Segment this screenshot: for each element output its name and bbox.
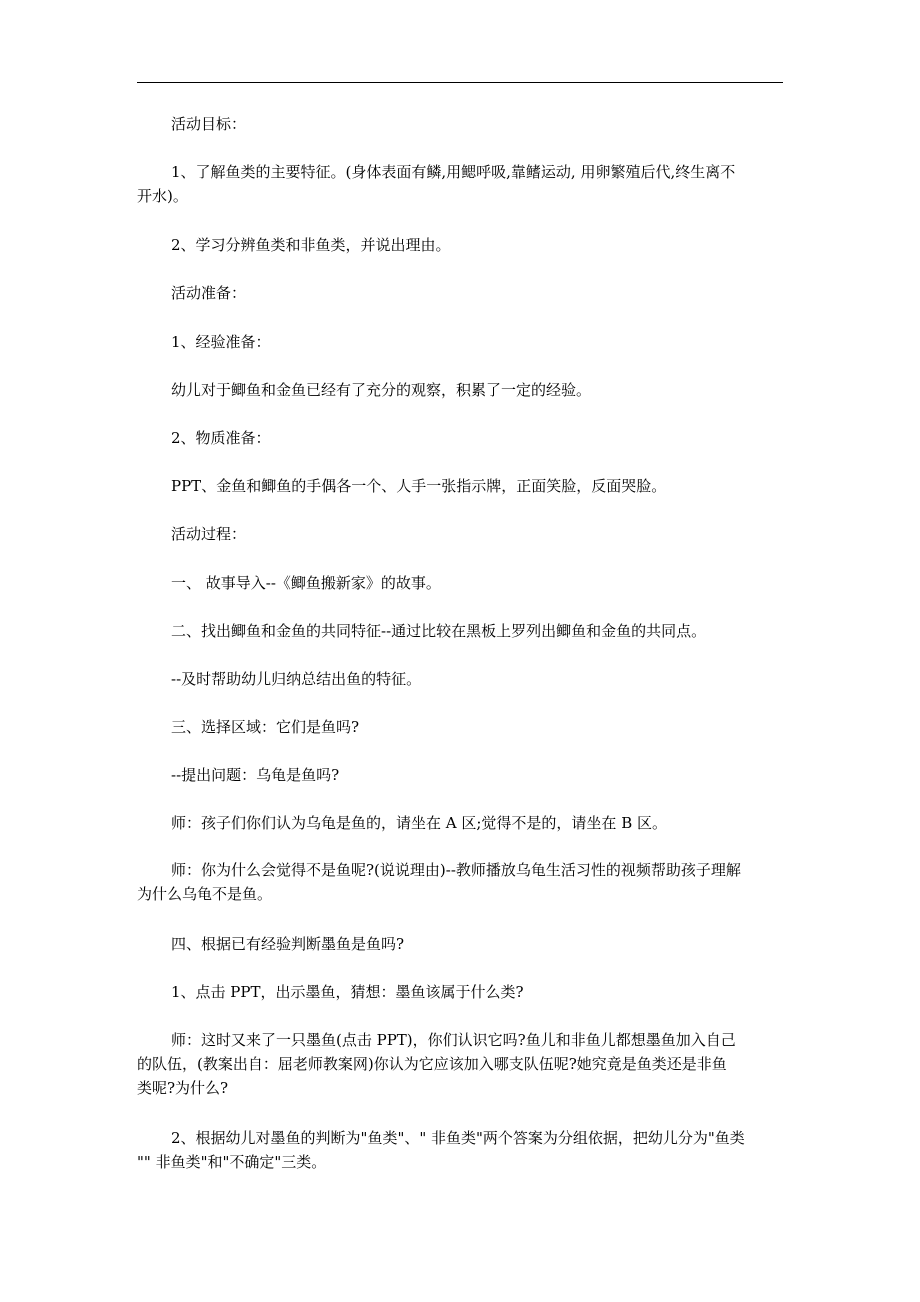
- paragraph-step-2-note: [137, 667, 785, 691]
- paragraph-teacher-3: [137, 1028, 785, 1100]
- text-line: 师：孩子们你们认为乌龟是鱼的，请坐在 A 区;觉得不是的，请坐在 B 区。: [171, 814, 667, 832]
- paragraph-goal-2: [137, 233, 785, 257]
- text-line: 的队伍，(教案出自：屈老师教案网)你认为它应该加入哪支队伍呢?她究竟是鱼类还是非鱼: [137, 1055, 727, 1073]
- text-line: 二、找出鲫鱼和金鱼的共同特征--通过比较在黑板上罗列出鲫鱼和金鱼的共同点。: [171, 622, 707, 640]
- text-line: 2、根据幼儿对墨鱼的判断为"鱼类"、" 非鱼类"两个答案为分组依据，把幼儿分为"鱼类: [171, 1129, 745, 1147]
- text-line: --提出问题：乌龟是鱼吗?: [171, 766, 340, 784]
- paragraph-experience-prep: [137, 330, 785, 354]
- paragraph-material-detail: [137, 474, 785, 498]
- text-line: --及时帮助幼儿归纳总结出鱼的特征。: [171, 670, 422, 688]
- text-line: 师：这时又来了一只墨鱼(点击 PPT)，你们认识它吗?鱼儿和非鱼儿都想墨鱼加入自己: [171, 1031, 736, 1049]
- paragraph-process-heading: [137, 522, 785, 546]
- paragraph-goal-1: [137, 160, 785, 208]
- text-line: 1、了解鱼类的主要特征。(身体表面有鳞,用鳃呼吸,靠鳍运动, 用卵繁殖后代,终生离不: [171, 163, 736, 181]
- text-line: "" 非鱼类"和"不确定"三类。: [137, 1153, 327, 1171]
- text-line: 师：你为什么会觉得不是鱼呢?(说说理由)--教师播放乌龟生活习性的视频帮助孩子理解: [171, 861, 741, 879]
- text-line: 一、 故事导入--《鲫鱼搬新家》的故事。: [171, 574, 441, 592]
- text-line: 活动过程：: [171, 525, 247, 543]
- paragraph-experience-detail: [137, 378, 785, 402]
- paragraph-step-4-1: [137, 980, 785, 1004]
- paragraph-step-2: [137, 619, 785, 643]
- text-line: 1、经验准备：: [171, 333, 271, 351]
- paragraph-step-3: [137, 715, 785, 739]
- paragraph-step-4: [137, 932, 785, 956]
- paragraph-activity-goals-heading: [137, 112, 785, 136]
- text-line: 活动目标：: [171, 115, 247, 133]
- text-line: 活动准备：: [171, 284, 247, 302]
- text-line: 2、物质准备：: [171, 429, 271, 447]
- text-line: 1、点击 PPT，出示墨鱼，猜想：墨鱼该属于什么类?: [171, 983, 524, 1001]
- text-line: 幼儿对于鲫鱼和金鱼已经有了充分的观察，积累了一定的经验。: [171, 381, 592, 399]
- paragraph-preparation-heading: [137, 281, 785, 305]
- text-line: 为什么乌龟不是鱼。: [137, 885, 273, 903]
- paragraph-step-4-2: [137, 1126, 785, 1174]
- text-line: 类呢?为什么?: [137, 1079, 229, 1097]
- paragraph-material-prep: [137, 426, 785, 450]
- header-rule: [137, 82, 783, 83]
- paragraph-step-1: [137, 571, 785, 595]
- text-line: 四、根据已有经验判断墨鱼是鱼吗?: [171, 935, 405, 953]
- text-line: PPT、金鱼和鲫鱼的手偶各一个、人手一张指示牌，正面笑脸，反面哭脸。: [171, 477, 667, 495]
- paragraph-teacher-1: [137, 811, 785, 835]
- text-line: 2、学习分辨鱼类和非鱼类，并说出理由。: [171, 236, 451, 254]
- paragraph-step-3-question: [137, 763, 785, 787]
- text-line: 开水)。: [137, 187, 188, 205]
- paragraph-teacher-2: [137, 858, 785, 906]
- text-line: 三、选择区域：它们是鱼吗?: [171, 718, 360, 736]
